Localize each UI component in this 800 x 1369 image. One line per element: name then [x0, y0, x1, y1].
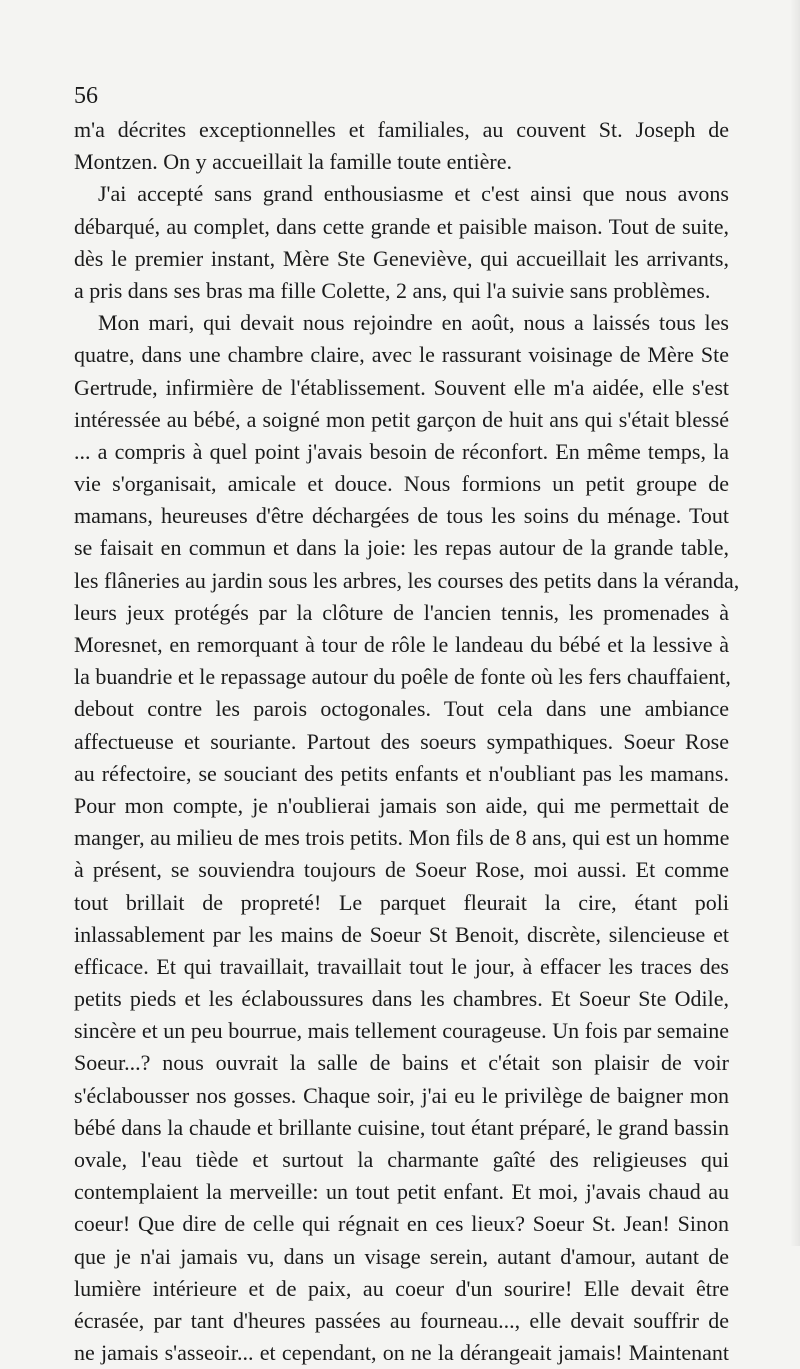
page-number: 56	[74, 83, 98, 109]
text-line: écrasée, par tant d'heures passées au fourneau..., elle devait souffrir de	[74, 1307, 729, 1333]
text-line: affectueuse et souriante. Partout des soeurs sympathiques. Soeur Rose	[74, 728, 729, 754]
text-line: Soeur...? nous ouvrait la salle de bains et c'était son plaisir de voir	[74, 1050, 729, 1076]
text-line: dès le premier instant, Mère Ste Geneviève, qui accueillait les arrivants,	[74, 245, 729, 271]
text-line: contemplaient la merveille: un tout petit enfant. Et moi, j'avais chaud au	[74, 1179, 729, 1205]
text-line: les flâneries au jardin sous les arbres, les courses des petits dans la véranda,	[74, 567, 740, 593]
text-line: Pour mon compte, je n'oublierai jamais son aide, qui me permettait de	[74, 792, 729, 818]
text-line: au réfectoire, se souciant des petits enfants et n'oubliant pas les mamans.	[74, 760, 729, 786]
text-line: ovale, l'eau tiède et surtout la charmante gaîté des religieuses qui	[74, 1147, 729, 1172]
text-line: Montzen. On y accueillait la famille toute entière.	[74, 149, 512, 175]
text-line: a pris dans ses bras ma fille Colette, 2 ans, qui l'a suivie sans problèmes.	[74, 277, 711, 303]
text-line: mamans, heureuses d'être déchargées de tous les soins du ménage. Tout	[74, 503, 729, 529]
page-edge-shadow	[790, 0, 800, 1246]
text-line: coeur! Que dire de celle qui régnait en ces lieux? Soeur St. Jean! Sinon	[74, 1211, 729, 1237]
text-line: quatre, dans une chambre claire, avec le rassurant voisinage de Mère Ste	[74, 342, 729, 368]
text-line: petits pieds et les éclaboussures dans les chambres. Et Soeur Ste Odile,	[74, 986, 729, 1012]
text-line: manger, au milieu de mes trois petits. Mon fils de 8 ans, qui est un homme	[74, 825, 730, 851]
text-line: Mon mari, qui devait nous rejoindre en août, nous a laissés tous les	[98, 310, 729, 336]
text-line: se faisait en commun et dans la joie: les repas autour de la grande table,	[74, 535, 729, 561]
text-line: vie s'organisait, amicale et douce. Nous formions un petit groupe de	[74, 471, 729, 497]
text-line: débarqué, au complet, dans cette grande et paisible maison. Tout de suite,	[74, 213, 729, 239]
text-line: lumière intérieure et de paix, au coeur d'un sourire! Elle devait être	[74, 1275, 729, 1301]
text-line: bébé dans la chaude et brillante cuisine, tout étant préparé, le grand bassin	[74, 1114, 729, 1140]
text-line: Moresnet, en remorquant à tour de rôle le landeau du bébé et la lessive à	[74, 632, 729, 657]
text-line: inlassablement par les mains de Soeur St Benoit, discrète, silencieuse et	[74, 921, 729, 947]
text-line: à présent, se souviendra toujours de Soeur Rose, moi aussi. Et comme	[74, 857, 729, 883]
text-line: debout contre les parois octogonales. Tout cela dans une ambiance	[74, 696, 729, 722]
text-line: que je n'ai jamais vu, dans un visage serein, autant d'amour, autant de	[74, 1243, 729, 1269]
text-line: intéressée au bébé, a soigné mon petit garçon de huit ans qui s'était blessé	[74, 406, 729, 432]
text-line: m'a décrites exceptionnelles et familiales, au couvent St. Joseph de	[74, 117, 729, 142]
text-line: ne jamais s'asseoir... et cependant, on ne la dérangeait jamais! Maintenant	[74, 1340, 729, 1366]
text-line: Gertrude, infirmière de l'établissement. Souvent elle m'a aidée, elle s'est	[74, 374, 729, 400]
text-line: J'ai accepté sans grand enthousiasme et c'est ainsi que nous avons	[98, 181, 729, 207]
text-line: ... a compris à quel point j'avais besoin de réconfort. En même temps, la	[74, 438, 729, 464]
text-line: tout brillait de propreté! Le parquet fleurait la cire, étant poli	[74, 889, 729, 915]
text-line: sincère et un peu bourrue, mais tellement courageuse. Un fois par semaine	[74, 1018, 729, 1044]
text-line: leurs jeux protégés par la clôture de l'ancien tennis, les promenades à	[74, 599, 729, 625]
body-text	[74, 114, 740, 1369]
text-line: s'éclabousser nos gosses. Chaque soir, j'ai eu le privilège de baigner mon	[74, 1082, 729, 1108]
text-line: la buandrie et le repassage autour du poêle de fonte où les fers chauffaient,	[74, 664, 731, 690]
text-line: efficace. Et qui travaillait, travaillait tout le jour, à effacer les traces des	[74, 953, 729, 979]
